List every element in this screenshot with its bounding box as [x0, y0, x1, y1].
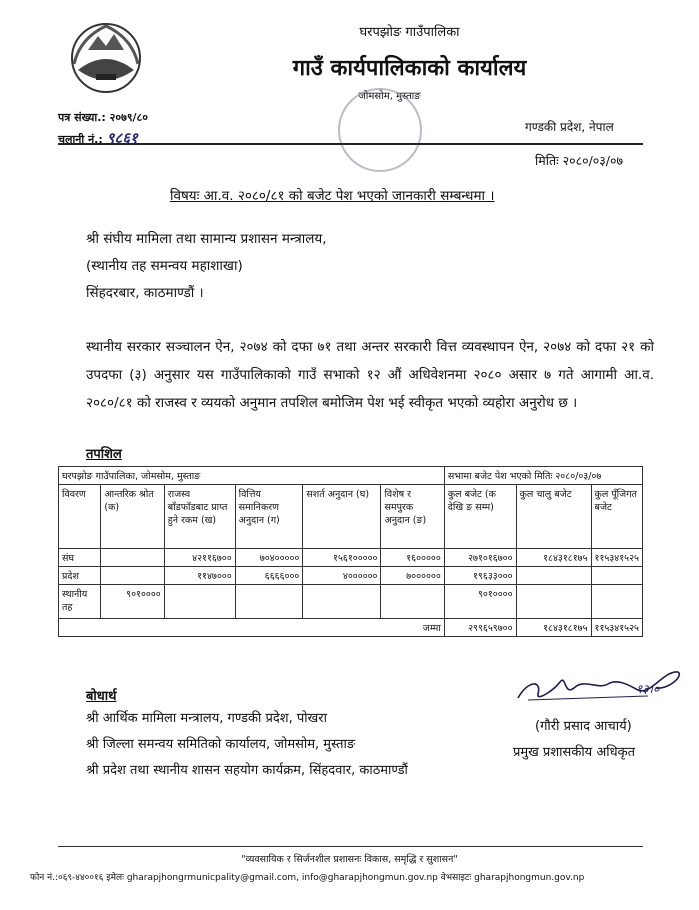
table-cell: [101, 567, 164, 585]
table-cell: प्रदेश: [59, 567, 101, 585]
recipient-line: श्री संघीय मामिला तथा सामान्य प्रशासन मन्त्रालय,: [86, 231, 327, 247]
cc-item: श्री प्रदेश तथा स्थानीय शासन सहयोग कार्यक्रम, सिंहदवार, काठमाण्डौं: [86, 763, 408, 778]
table-cell: स्थानीय तह: [59, 585, 101, 619]
footer-contact: फोन नं.:०६९-४४००१६ इमेलः gharapjhongrmunicpality@gmail.com, info@gharapjhongmun.gov.np वेभसाइटः gharapjhongmun.gov.np: [30, 873, 585, 883]
table-header: वित्तिय समानिकरण अनुदान (ग): [235, 485, 303, 549]
budget-table: [58, 466, 643, 637]
office-seal-stamp: [338, 88, 422, 172]
total-label: जम्मा: [59, 619, 445, 637]
recipient-line: सिंहदरबार, काठमाण्डौं ।: [86, 285, 204, 301]
total-cell: १८४३१८१७५: [516, 619, 591, 637]
dispatch-label: चलानी नं.:: [58, 133, 103, 146]
signature-date: १३।०: [636, 682, 660, 696]
recipient-line: (स्थानीय तह समन्वय महाशाखा): [86, 258, 243, 274]
table-cell: ११५३४१५२५: [591, 549, 642, 567]
table-header-row: [59, 485, 643, 549]
table-caption-right: सभामा बजेट पेश भएको मितिः २०८०/०३/०७: [444, 467, 642, 485]
dispatch-value: ९८६१: [106, 129, 138, 147]
table-cell: [303, 585, 381, 619]
table-header: कुल चालु बजेट: [516, 485, 591, 549]
letter-body: स्थानीय सरकार सञ्चालन ऐन, २०७४ को दफा ७१ तथा अन्तर सरकारी वित्त व्यवस्थापन ऐन, २०७४ को दफा २१ को उपदफा (३) अनुसार यस गाउँपालिकाको गाउँ सभाको १२ औं अधिवेशनमा २०८० असार ७ गते आगामी आ.व. २०८०/८१ को राजस्व र व्ययको अनुमान तपशिल बमोजिम पेश भई स्वीकृत भएको व्यहोरा अनुरोध छ ।: [86, 339, 654, 411]
table-total-row: [59, 619, 643, 637]
table-cell: ९०१००००: [101, 585, 164, 619]
table-cell: ७००००००: [381, 567, 444, 585]
office-location: जोमसोम, मुस्ताङ: [358, 91, 421, 102]
table-header: कुल बजेट (क देखि ङ सम्म): [444, 485, 516, 549]
table-row: [59, 567, 643, 585]
dispatch-number: [58, 128, 138, 148]
province-label: गण्डकी प्रदेश, नेपाल: [525, 120, 614, 134]
table-cell: १५६१०००००: [303, 549, 381, 567]
office-title: गाउँ कार्यपालिकाको कार्यालय: [292, 56, 527, 81]
table-cell: [164, 585, 235, 619]
table-header: विवरण: [59, 485, 101, 549]
table-cell: [516, 567, 591, 585]
table-cell: [235, 585, 303, 619]
table-cell: २७१०१६७००: [444, 549, 516, 567]
table-header: विशेष र समपुरक अनुदान (ङ): [381, 485, 444, 549]
table-row: [59, 549, 643, 567]
cc-item: श्री आर्थिक मामिला मन्त्रालय, गण्डकी प्रदेश, पोखरा: [86, 711, 327, 726]
footer-motto: "व्यवसायिक र सिर्जनशील प्रशासनः विकास, समृद्धि र सुशासन": [241, 854, 458, 865]
signatory-name: (गौरी प्रसाद आचार्य): [535, 719, 632, 734]
recipient-block: [86, 226, 327, 307]
table-cell: १८४३१८१७५: [516, 549, 591, 567]
cc-item: श्री जिल्ला समन्वय समितिको कार्यालय, जोमसोम, मुस्ताङ: [86, 737, 356, 752]
footer-divider: [58, 846, 643, 847]
table-caption-row: [59, 467, 643, 485]
table-cell: १६०००००: [381, 549, 444, 567]
table-cell: १९६३३०००: [444, 567, 516, 585]
table-cell: ४२११६७००: [164, 549, 235, 567]
table-cell: ९०१००००: [444, 585, 516, 619]
municipality-name: घरपझोङ गाउँपालिका: [359, 25, 460, 40]
table-cell: [591, 567, 642, 585]
table-section-label: तपशिल: [86, 447, 122, 462]
header-divider: [58, 143, 643, 145]
table-header: आन्तरिक श्रोत (क): [101, 485, 164, 549]
letter-number: पत्र संख्या.: २०७९/८०: [58, 111, 148, 124]
cc-list: [86, 706, 408, 784]
table-cell: [381, 585, 444, 619]
table-cell: ६६६६०००: [235, 567, 303, 585]
signatory-title: प्रमुख प्रशासकीय अधिकृत: [513, 745, 636, 760]
letter-subject: विषयः आ.व. २०८०/८१ को बजेट पेश भएको जानकारी सम्बन्धमा ।: [170, 188, 495, 204]
table-header: कुल पूँजिगत बजेट: [591, 485, 642, 549]
cc-label: बोधार्थ: [86, 689, 117, 704]
total-cell: ११५३४१५२५: [591, 619, 642, 637]
table-caption-left: घरपझोङ गाउँपालिका, जोमसोम, मुस्ताङ: [59, 467, 445, 485]
table-cell: [516, 585, 591, 619]
table-cell: [591, 585, 642, 619]
letter-date: मितिः २०८०/०३/०७: [535, 153, 623, 168]
total-cell: २९९६५९७००: [444, 619, 516, 637]
signature-scribble: [508, 650, 688, 710]
table-cell: [101, 549, 164, 567]
table-header: राजस्व बाँडफाँडबाट प्राप्त हुने रकम (ख): [164, 485, 235, 549]
table-header: सशर्त अनुदान (घ): [303, 485, 381, 549]
table-cell: संघ: [59, 549, 101, 567]
table-cell: ११४७०००: [164, 567, 235, 585]
table-cell: ४००००००: [303, 567, 381, 585]
table-cell: ७०४०००००: [235, 549, 303, 567]
table-row: [59, 585, 643, 619]
